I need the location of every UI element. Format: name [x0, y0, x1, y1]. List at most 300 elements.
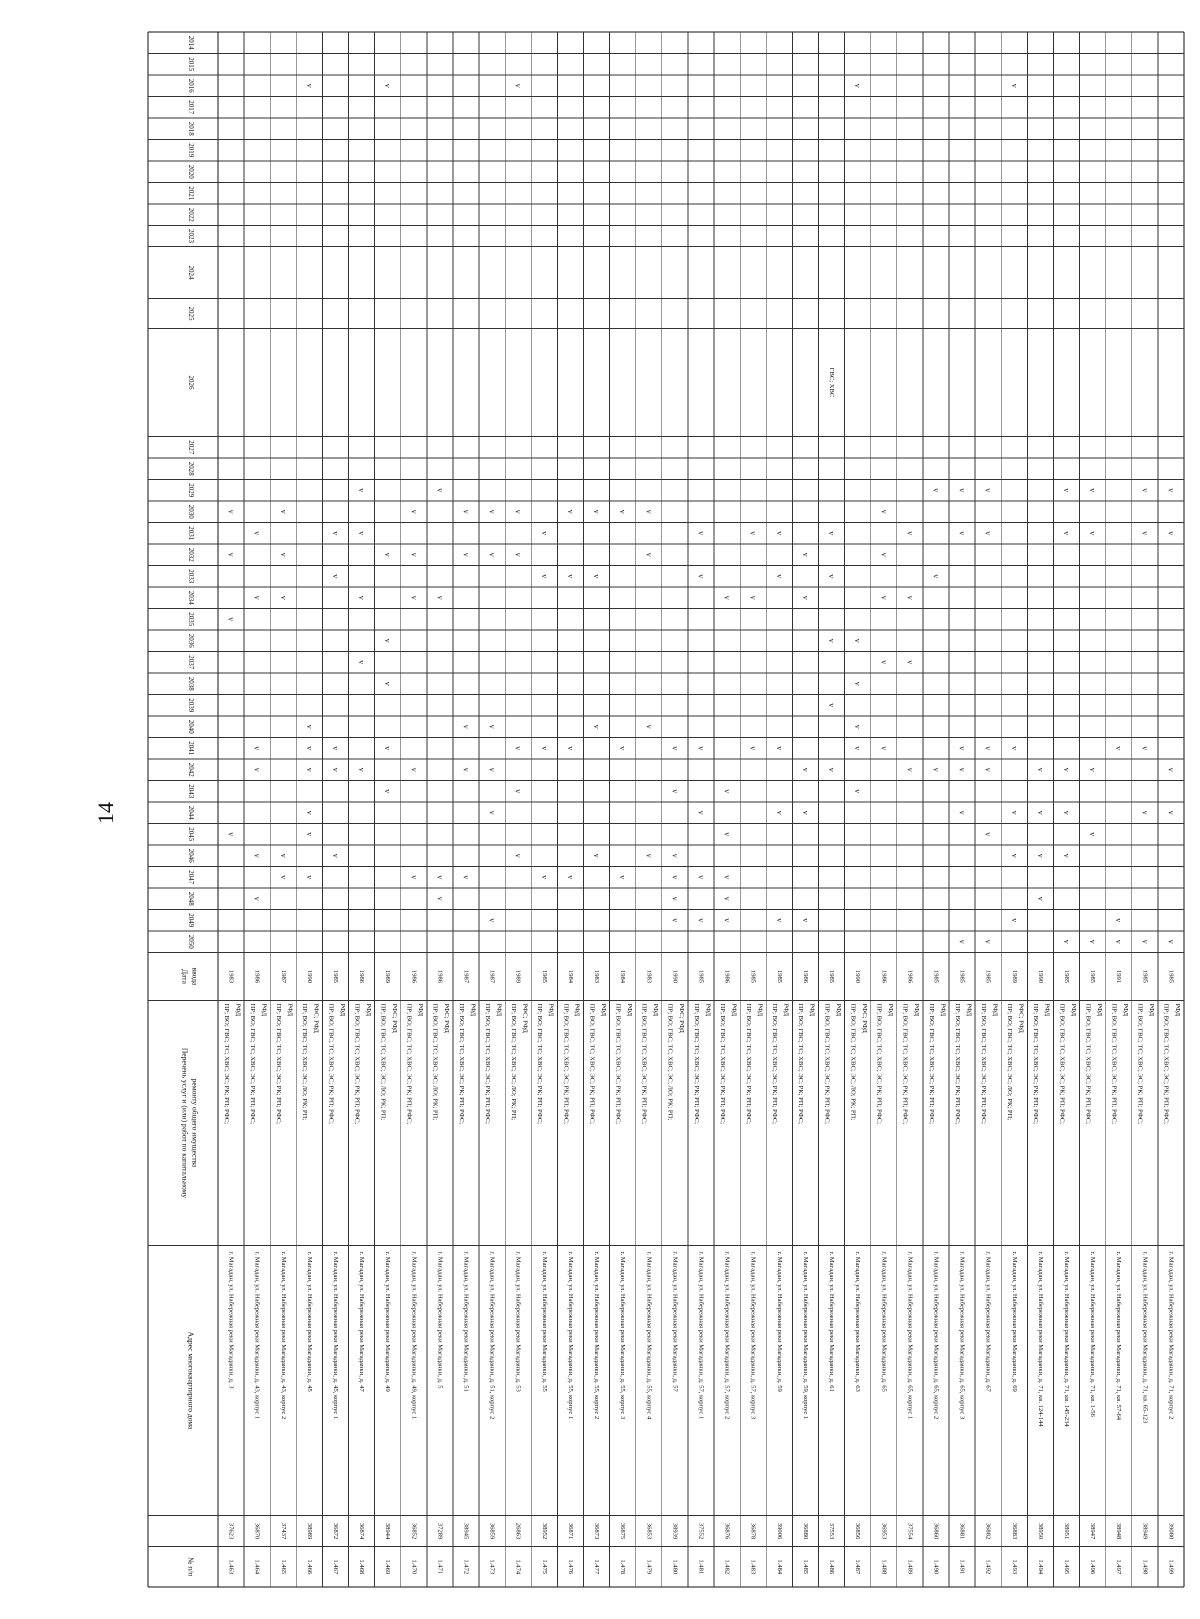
year-header-2022: 2022: [187, 207, 195, 222]
row-year: 1985: [1089, 969, 1097, 984]
year-header-2040: 2040: [187, 719, 195, 734]
schedule-mark-2050: v: [1062, 939, 1072, 944]
row-id: 36953: [880, 1522, 888, 1540]
row-services-line2: РФД: [495, 1003, 503, 1017]
schedule-mark-2016: v: [383, 83, 393, 88]
schedule-mark-2034: v: [722, 595, 732, 600]
schedule-mark-2042: v: [304, 767, 314, 772]
row-address: г. Магадан, ул. Набережная реки Магаданки, д. 71, кв. 57-64: [1115, 1251, 1123, 1421]
row-services-line1: ПР; ВО; ГВС; ТС; ХВС; ЭС; РК; РП; РФС;: [692, 1003, 700, 1125]
schedule-mark-2047: v: [565, 875, 575, 880]
schedule-mark-2046: v: [644, 853, 654, 858]
row-address: г. Магадан, ул. Набережная реки Магаданки, д. 49, корпус 1: [410, 1251, 418, 1420]
row-year: 1990: [305, 969, 313, 984]
year-header-2017: 2017: [187, 100, 195, 115]
schedule-mark-2041: v: [879, 746, 889, 751]
schedule-mark-2041: v: [513, 746, 523, 751]
schedule-mark-2042: v: [983, 767, 993, 772]
schedule-mark-2048: v: [252, 896, 262, 901]
row-address: г. Магадан, ул. Набережная реки Магаданки, д. 67: [984, 1251, 992, 1392]
row-num: 1.496: [1089, 1559, 1097, 1575]
schedule-mark-2042: v: [827, 767, 837, 772]
schedule-mark-2030: v: [592, 509, 602, 514]
row-year: 1986: [906, 969, 914, 984]
row-year: 1985: [540, 969, 548, 984]
schedule-mark-2041: v: [957, 746, 967, 751]
row-id: 36874: [358, 1522, 366, 1540]
schedule-mark-2048: v: [435, 896, 445, 901]
row-services-line1: ПР; ВО; ГВС; ТС; ХВС; ЭС; ЛО; РК; РП;: [666, 1003, 674, 1121]
schedule-mark-2034: v: [357, 595, 367, 600]
schedule-mark-2042: v: [487, 767, 497, 772]
schedule-mark-2042: v: [252, 767, 262, 772]
row-services-line2: РФД: [417, 1003, 425, 1017]
row-num: 1.483: [749, 1559, 757, 1575]
schedule-mark-2016: v: [513, 83, 523, 88]
schedule-mark-2032: v: [513, 552, 523, 557]
row-address: г. Магадан, ул. Набережная реки Магаданки, д. 3: [227, 1251, 235, 1389]
schedule-mark-2039: v: [827, 703, 837, 708]
year-header-2038: 2038: [187, 676, 195, 691]
row-id: 36881: [958, 1522, 966, 1540]
row-services-line2: РФД: [834, 1003, 842, 1017]
row-services-line2: РФД: [704, 1003, 712, 1017]
schedule-mark-2047: v: [696, 875, 706, 880]
row-id: 38945: [462, 1522, 470, 1540]
row-num: 1.488: [880, 1559, 888, 1575]
row-services-line2: РФД: [547, 1003, 555, 1017]
row-services-line2: РФД: [756, 1003, 764, 1017]
schedule-mark-2037: v: [879, 660, 889, 665]
row-num: 1.473: [488, 1559, 496, 1575]
schedule-mark-2032: v: [409, 552, 419, 557]
year-header-2036: 2036: [187, 633, 195, 648]
row-id: 36880: [801, 1522, 809, 1540]
row-address: г. Магадан, ул. Набережная реки Магаданки, д. 51: [462, 1251, 470, 1392]
schedule-mark-2029: v: [1088, 488, 1098, 493]
schedule-mark-2049: v: [1009, 918, 1019, 923]
year-header-2030: 2030: [187, 504, 195, 519]
schedule-mark-2047: v: [304, 875, 314, 880]
row-id: 36870: [253, 1522, 261, 1540]
row-address: г. Магадан, ул. Набережная реки Магаданки, д. 51, корпус 2: [488, 1251, 496, 1420]
schedule-mark-2029: v: [957, 488, 967, 493]
row-address: г. Магадан, ул. Набережная реки Магаданки, д. 43, корпус 1: [253, 1251, 261, 1420]
schedule-mark-2041: v: [330, 746, 340, 751]
row-services-line1: ПР; ВО; ГВС; ТС; ХВС; ЭС; РК; РП; РФС;: [275, 1003, 283, 1125]
row-num: 1.481: [697, 1559, 705, 1575]
date-header: Дата: [180, 969, 190, 984]
schedule-mark-2031: v: [905, 531, 915, 536]
row-services-line1: ПР; ВО; ГВС; ТС; ХВС; ЭС; РК; РП; РФС;: [901, 1003, 909, 1125]
row-year: 1985: [932, 969, 940, 984]
row-id: 37552: [697, 1522, 705, 1540]
row-services-line1: ПР; ВО; ГВС; ТС; ХВС; ЭС; ЛО; РК; РП;: [849, 1003, 857, 1121]
row-address: г. Магадан, ул. Набережная реки Магаданки, д. 71, кв. 1-56: [1089, 1251, 1097, 1417]
year-header-2033: 2033: [187, 569, 195, 584]
row-services-line1: ПР; ВО; ГВС; ТС; ХВС; ЭС; РК; РП; РФС;: [457, 1003, 465, 1125]
schedule-mark-2035: v: [226, 617, 236, 622]
year-header-2026: 2026: [187, 375, 195, 390]
row-year: 1985: [331, 969, 339, 984]
schedule-mark-2048: v: [670, 896, 680, 901]
row-id: 36876: [723, 1522, 731, 1540]
schedule-mark-2041: v: [1009, 746, 1019, 751]
row-num: 1.466: [305, 1559, 313, 1575]
schedule-mark-2031: v: [983, 531, 993, 536]
schedule-mark-2042: v: [409, 767, 419, 772]
row-num: 1.468: [358, 1559, 366, 1575]
row-num: 1.469: [384, 1559, 392, 1575]
row-id: 26863: [514, 1522, 522, 1540]
row-num: 1.472: [462, 1559, 470, 1575]
schedule-mark-2031: v: [827, 531, 837, 536]
row-address: г. Магадан, ул. Набережная реки Магаданки, д. 61: [828, 1251, 836, 1392]
row-services-line1: ПР; ВО; ГВС; ТС; ХВС; ЭС; РК; РП; РФС;: [353, 1003, 361, 1125]
schedule-mark-2029: v: [1166, 488, 1176, 493]
year-header-2016: 2016: [187, 78, 195, 93]
row-services-line2: РФД: [808, 1003, 816, 1017]
row-num: 1.476: [566, 1559, 574, 1575]
row-id: 37554: [906, 1522, 914, 1540]
schedule-mark-2046: v: [1035, 853, 1045, 858]
schedule-mark-2030: v: [644, 509, 654, 514]
year-header-2041: 2041: [187, 741, 195, 756]
schedule-mark-2040: v: [487, 724, 497, 729]
num-header: № п/п: [186, 1557, 196, 1577]
year-header-2029: 2029: [187, 483, 195, 498]
year-header-2019: 2019: [187, 143, 195, 158]
row-id: 38952: [540, 1522, 548, 1540]
row-services-line1: ПР; ВО; ГВС; ТС; ХВС; ЭС; РК; РП; РФС;: [614, 1003, 622, 1125]
row-id: 36860: [932, 1522, 940, 1540]
row-services-line1: ПР; ВО; ГВС; ТС; ХВС; ЭС; РК; РП; РФС;: [405, 1003, 413, 1125]
row-num: 1.494: [1036, 1559, 1044, 1575]
year-header-2025: 2025: [187, 306, 195, 321]
row-address: г. Магадан, ул. Набережная реки Магаданки, д. 55, корпус 4: [645, 1251, 653, 1420]
row-services-line1: ПР; ВО; ГВС; ТС; ХВС; ЭС; ЛО; РК; РП;: [510, 1003, 518, 1121]
row-year: 1986: [880, 969, 888, 984]
schedule-mark-2046: v: [592, 853, 602, 858]
row-services-line2: РФС; РФД: [678, 1003, 686, 1033]
row-services-line2: РФД: [260, 1003, 268, 1017]
row-address: г. Магадан, ул. Набережная реки Магаданки, д. 65, корпус 3: [958, 1251, 966, 1420]
schedule-mark-2034: v: [435, 595, 445, 600]
row-address: г. Магадан, ул. Набережная реки Магаданки, д. 55, корпус 3: [619, 1251, 627, 1420]
schedule-mark-2042: v: [905, 767, 915, 772]
schedule-mark-2049: v: [800, 918, 810, 923]
row-services-line1: ПР; ВО; ГВС; ТС; ХВС; ЭС; РК; РП; РФС;: [222, 1003, 230, 1125]
schedule-mark-2045: v: [722, 832, 732, 837]
row-services-line1: ПР; ВО; ГВС; ТС; ХВС; ЭС; РК; РП; РФС;: [483, 1003, 491, 1125]
schedule-mark-2050: v: [1166, 939, 1176, 944]
schedule-mark-2050: v: [957, 939, 967, 944]
schedule-mark-2029: v: [357, 488, 367, 493]
row-address: г. Магадан, ул. Набережная реки Магаданки, д. 65, корпус 1: [906, 1251, 914, 1420]
schedule-mark-2030: v: [278, 509, 288, 514]
schedule-mark-2046: v: [1062, 853, 1072, 858]
row-num: 1.495: [1063, 1559, 1071, 1575]
schedule-mark-2047: v: [461, 875, 471, 880]
row-services-line2: РФД: [234, 1003, 242, 1017]
page-number: 14: [93, 802, 118, 824]
year-header-2037: 2037: [187, 655, 195, 670]
schedule-mark-2042: v: [1062, 767, 1072, 772]
row-address: г. Магадан, ул. Набережная реки Магаданки, д. 47: [358, 1251, 366, 1392]
row-address: г. Магадан, ул. Набережная реки Магаданки, д. 45: [305, 1251, 313, 1392]
schedule-mark-2040: v: [853, 724, 863, 729]
row-id: 36872: [331, 1522, 339, 1540]
schedule-mark-2031: v: [1140, 531, 1150, 536]
schedule-mark-2038: v: [853, 681, 863, 686]
year-header-2045: 2045: [187, 827, 195, 842]
row-num: 1.479: [645, 1559, 653, 1575]
row-address: г. Магадан, ул. Набережная реки Магаданки, д. 65, корпус 2: [932, 1251, 940, 1420]
schedule-mark-2034: v: [278, 595, 288, 600]
schedule-mark-2042: v: [1088, 767, 1098, 772]
schedule-mark-2037: v: [357, 660, 367, 665]
schedule-mark-2030: v: [461, 509, 471, 514]
schedule-mark-2041: v: [1140, 746, 1150, 751]
schedule-mark-2044: v: [1062, 810, 1072, 815]
row-address: г. Магадан, ул. Набережная реки Магаданки, д. 59: [775, 1251, 783, 1392]
row-year: 1985: [984, 969, 992, 984]
row-year: 1991: [1115, 969, 1123, 984]
row-services-line2: РФД: [1148, 1003, 1156, 1017]
schedule-mark-2041: v: [774, 746, 784, 751]
row-services-line1: ПР; ВО; ГВС; ТС; ХВС; ЭС; РК; РП; РФС;: [1162, 1003, 1170, 1125]
year-header-2028: 2028: [187, 461, 195, 476]
year-header-2032: 2032: [187, 547, 195, 562]
schedule-mark-2036: v: [827, 638, 837, 643]
schedule-mark-2042: v: [461, 767, 471, 772]
schedule-mark-2042: v: [357, 767, 367, 772]
schedule-mark-2036: v: [853, 638, 863, 643]
schedule-mark-2044: v: [696, 810, 706, 815]
row-services-line1: ПР; ВО; ГВС; ТС; ХВС; ЭС; РК; РП; РФС;: [1136, 1003, 1144, 1125]
row-id: 36878: [749, 1522, 757, 1540]
year-header-2046: 2046: [187, 848, 195, 863]
row-services-line2: РФД: [286, 1003, 294, 1017]
row-services-line2: РФД: [939, 1003, 947, 1017]
schedule-mark-2029: v: [931, 488, 941, 493]
schedule-mark-2031: v: [957, 531, 967, 536]
row-services-line1: ПР; ВО; ГВС; ТС; ХВС; ЭС; ЛО; РК; РП;: [1006, 1003, 1014, 1121]
schedule-mark-2047: v: [670, 875, 680, 880]
schedule-mark-2045: v: [983, 832, 993, 837]
row-id: 36856: [854, 1522, 862, 1540]
schedule-mark-2047: v: [722, 875, 732, 880]
schedule-mark-2031: v: [774, 531, 784, 536]
row-services-line1: ПР; ВО; ГВС; ТС; ХВС; ЭС; РК; РП; РФС;: [745, 1003, 753, 1125]
schedule-mark-2040: v: [592, 724, 602, 729]
row-services-line2: РФД: [782, 1003, 790, 1017]
row-id: 37553: [828, 1522, 836, 1540]
schedule-mark-2044: v: [1009, 810, 1019, 815]
schedule-mark-2030: v: [487, 509, 497, 514]
schedule-mark-2040: v: [304, 724, 314, 729]
year-header-2042: 2042: [187, 762, 195, 777]
schedule-mark-2033: v: [592, 574, 602, 579]
row-num: 1.470: [410, 1559, 418, 1575]
row-services-line2: РФД: [573, 1003, 581, 1017]
schedule-mark-2047: v: [618, 875, 628, 880]
schedule-mark-2050: v: [1140, 939, 1150, 944]
row-id: 36883: [1010, 1522, 1018, 1540]
row-year: 1983: [645, 969, 653, 984]
schedule-mark-2030: v: [618, 509, 628, 514]
schedule-mark-2030: v: [565, 509, 575, 514]
schedule-mark-2048: v: [1035, 896, 1045, 901]
schedule-mark-2033: v: [330, 574, 340, 579]
row-year: 1984: [619, 969, 627, 984]
address-header: Адрес многоквартирного дома: [186, 1331, 196, 1430]
schedule-mark-2049: v: [487, 918, 497, 923]
row-num: 1.487: [854, 1559, 862, 1575]
row-id: 39080: [1167, 1522, 1175, 1540]
row-services-line1: ПР; ВО; ГВС; ТС; ХВС; ЭС; РК; РП; РФС;: [640, 1003, 648, 1125]
row-services-line2: РФС; РФД: [860, 1003, 868, 1033]
schedule-mark-2047: v: [435, 875, 445, 880]
schedule-mark-2047: v: [539, 875, 549, 880]
schedule-mark-2034: v: [905, 595, 915, 600]
year-header-2047: 2047: [187, 870, 195, 885]
row-address: г. Магадан, ул. Набережная реки Магаданки, д. 71, кв. 124-144: [1036, 1251, 1044, 1427]
row-id: 38944: [384, 1522, 392, 1540]
row-services-line2: РФД: [1122, 1003, 1130, 1017]
year-header-2020: 2020: [187, 164, 195, 179]
date-header-2: ввода: [190, 967, 200, 986]
schedule-mark-2044: v: [1166, 810, 1176, 815]
schedule-mark-2029: v: [983, 488, 993, 493]
schedule-mark-2047: v: [278, 875, 288, 880]
schedule-mark-2040: v: [644, 724, 654, 729]
schedule-mark-2041: v: [618, 746, 628, 751]
schedule-mark-2032: v: [487, 552, 497, 557]
row-num: 1.463: [227, 1559, 235, 1575]
row-address: г. Магадан, ул. Набережная реки Магаданки, д. 71, кв. 145-234: [1063, 1251, 1071, 1427]
schedule-mark-2050: v: [1114, 939, 1124, 944]
row-address: г. Магадан, ул. Набережная реки Магаданки, д. 53: [514, 1251, 522, 1392]
schedule-mark-2032: v: [800, 552, 810, 557]
schedule-mark-2031: v: [696, 531, 706, 536]
row-id: 38949: [1141, 1522, 1149, 1540]
table-grid: [148, 32, 1184, 1587]
schedule-mark-2040: v: [461, 724, 471, 729]
schedule-mark-2041: v: [252, 746, 262, 751]
row-id: 38947: [1089, 1522, 1097, 1540]
row-num: 1.464: [253, 1559, 261, 1575]
capital-repair-schedule-table: [148, 32, 1184, 1587]
schedule-mark-2030: v: [513, 509, 523, 514]
schedule-mark-2033: v: [565, 574, 575, 579]
row-address: г. Магадан, ул. Набережная реки Магаданки, д. 71, корпус 2: [1167, 1251, 1175, 1420]
row-num: 1.482: [723, 1559, 731, 1575]
row-year: 1985: [958, 969, 966, 984]
schedule-mark-2043: v: [383, 789, 393, 794]
row-services-line2: РФС; РФД: [312, 1003, 320, 1033]
row-year: 1985: [775, 969, 783, 984]
schedule-mark-2042: v: [957, 767, 967, 772]
row-id: 36859: [488, 1522, 496, 1540]
row-year: 1986: [253, 969, 261, 984]
schedule-mark-2044: v: [487, 810, 497, 815]
row-services-line1: ПР; ВО; ГВС; ТС; ХВС; ЭС; ЛО; РК; РП;: [301, 1003, 309, 1121]
schedule-mark-2034: v: [409, 595, 419, 600]
row-year: 1986: [358, 969, 366, 984]
schedule-mark-2044: v: [1035, 810, 1045, 815]
services-header: Перечень услуг и (или) работ по капитальному: [180, 1047, 190, 1199]
schedule-mark-2046: v: [513, 853, 523, 858]
row-services-line1: ПР; ВО; ГВС; ТС; ХВС; ЭС; РК; РП; РФС;: [536, 1003, 544, 1125]
row-year: 1990: [854, 969, 862, 984]
row-address: г. Магадан, ул. Набережная реки Магаданки, д. 49: [384, 1251, 392, 1392]
row-services-line1: ПР; ВО; ГВС; ТС; ХВС; ЭС; РК; РП; РФС;: [979, 1003, 987, 1125]
schedule-mark-2041: v: [670, 746, 680, 751]
schedule-mark-2038: v: [383, 681, 393, 686]
row-year: 1989: [1010, 969, 1018, 984]
schedule-mark-2041: v: [696, 746, 706, 751]
year-header-2023: 2023: [187, 229, 195, 243]
row-num: 1.499: [1167, 1559, 1175, 1575]
row-services-line1: ПР; ВО; ГВС; ТС; ХВС; ЭС; РК; РП; РФС;: [1110, 1003, 1118, 1125]
row-num: 1.478: [619, 1559, 627, 1575]
row-year: 1987: [279, 969, 287, 984]
row-num: 1.490: [932, 1559, 940, 1575]
schedule-mark-2042: v: [931, 767, 941, 772]
schedule-mark-2037: v: [905, 660, 915, 665]
row-year: 1987: [462, 969, 470, 984]
row-services-line2: РФД: [965, 1003, 973, 1017]
year-header-2048: 2048: [187, 891, 195, 906]
row-address: г. Магадан, ул. Набережная реки Магаданки, д. 55, корпус 1: [566, 1251, 574, 1420]
row-num: 1.475: [540, 1559, 548, 1575]
row-services-line2: РФС; РФД: [390, 1003, 398, 1033]
schedule-mark-2041: v: [748, 746, 758, 751]
schedule-mark-2050: v: [983, 939, 993, 944]
row-num: 1.474: [514, 1559, 522, 1575]
year-header-2031: 2031: [187, 526, 195, 541]
row-services-line1: ПР; ВО; ГВС; ТС; ХВС; ЭС; РК; РП; РФС;: [953, 1003, 961, 1125]
schedule-mark-2029: v: [435, 488, 445, 493]
row-id: 39006: [775, 1522, 783, 1540]
year-header-2018: 2018: [187, 121, 195, 136]
year-header-2049: 2049: [187, 913, 195, 928]
schedule-mark-2032: v: [461, 552, 471, 557]
schedule-mark-2042: v: [330, 767, 340, 772]
row-year: 1990: [671, 969, 679, 984]
schedule-mark-2046: v: [330, 853, 340, 858]
row-address: г. Магадан, ул. Набережная реки Магаданки, д. 55, корпус 2: [593, 1251, 601, 1420]
schedule-mark-2016: v: [304, 83, 314, 88]
row-id: 37437: [279, 1522, 287, 1540]
schedule-mark-2048: v: [722, 896, 732, 901]
row-services-line1: ПР; ВО; ГВС; ТС; ХВС; ЭС; РК; РП; РФС;: [327, 1003, 335, 1125]
schedule-mark-2031: v: [1062, 531, 1072, 536]
schedule-mark-2031: v: [748, 531, 758, 536]
schedule-mark-2043: v: [670, 789, 680, 794]
year-header-2014: 2014: [187, 35, 195, 50]
row-id: 38950: [1036, 1522, 1044, 1540]
schedule-mark-2033: v: [827, 574, 837, 579]
year-header-2035: 2035: [187, 612, 195, 627]
year-header-2027: 2027: [187, 440, 195, 455]
row-num: 1.485: [801, 1559, 809, 1575]
row-services-line1: ПР; ВО; ГВС; ТС; ХВС; ЭС; ЛО; РК; РП;: [379, 1003, 387, 1121]
row-id: 36875: [619, 1522, 627, 1540]
schedule-mark-2030: v: [879, 509, 889, 514]
schedule-mark-2043: v: [513, 789, 523, 794]
